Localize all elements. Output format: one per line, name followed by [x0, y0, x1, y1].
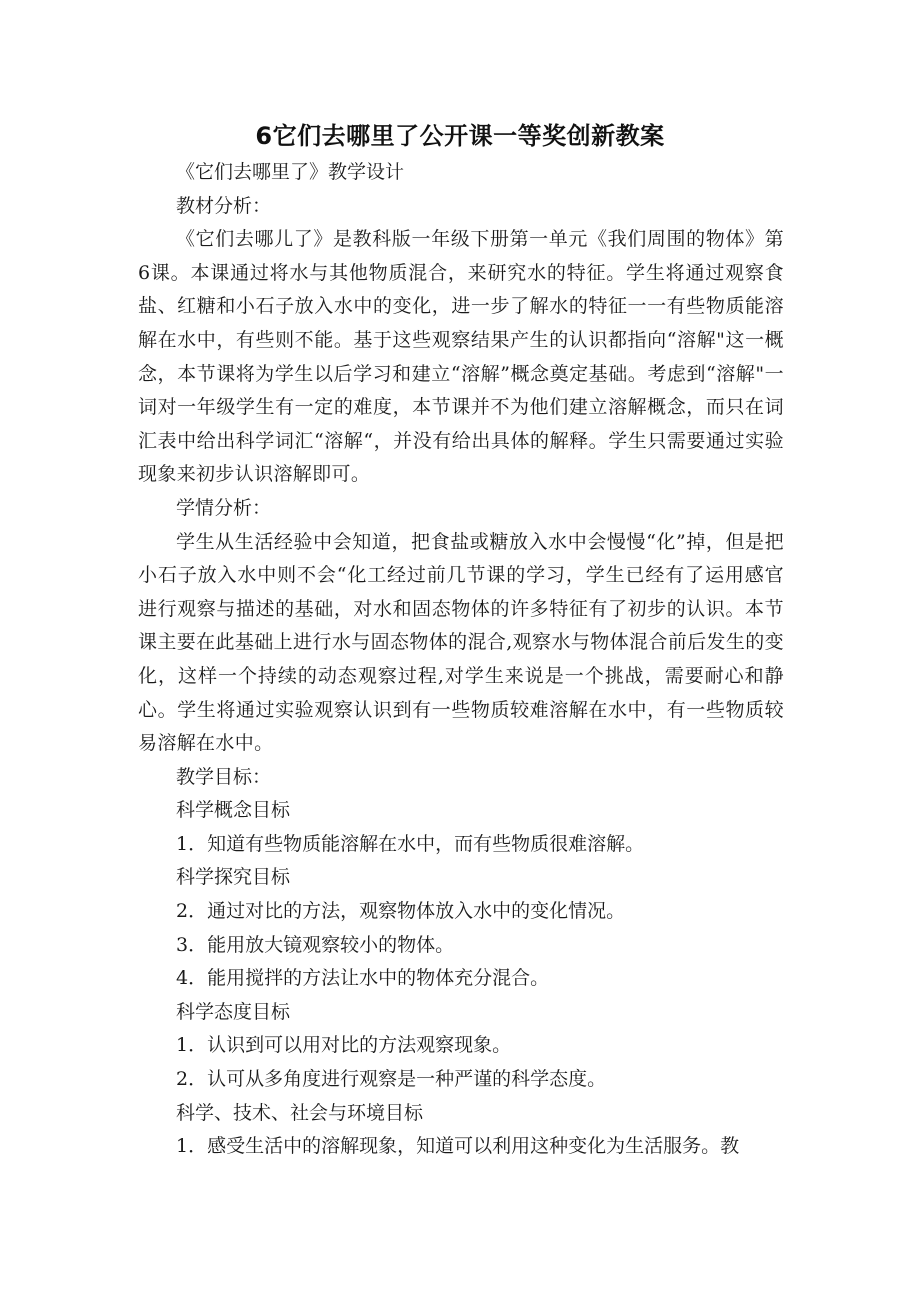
goal-item: 4．能用搅拌的方法让水中的物体充分混合。 [176, 967, 550, 990]
document-subtitle: 《它们去哪里了》教学设计 [176, 161, 405, 183]
student-analysis-heading: 学情分析： [176, 496, 272, 519]
inquiry-goal-heading: 科学探究目标 [176, 866, 291, 889]
student-analysis-paragraph: 学生从生活经验中会知道，把食盐或糖放入水中会慢慢“化”掉，但是把小石子放入水中则不会“化工经过前几节课的学习，学生已经有了运用感官进行观察与描述的基础，对水和固态物体的许多特征有了初步的认识。本节课主要在此基础上进行水与固态物体的混合,观察水与物体混合前后发生的变化，这样一个持续的动态观察过程,对学生来说是一个挑战，需要耐心和静心。学生将通过实验观察认识到有一些物质较难溶解在水中，有一些物质较易溶解在水中。 [138, 530, 784, 755]
teaching-goals-heading: 教学目标： [176, 765, 272, 788]
goal-item: 3．能用放大镜观察较小的物体。 [176, 933, 455, 956]
goal-item: 2．通过对比的方法，观察物体放入水中的变化情况。 [176, 900, 626, 923]
textbook-analysis-heading: 教材分析： [176, 194, 272, 217]
concept-goal-heading: 科学概念目标 [176, 799, 291, 822]
goal-item: 1．知道有些物质能溶解在水中，而有些物质很难溶解。 [176, 832, 645, 855]
attitude-goal-heading: 科学态度目标 [176, 1000, 291, 1023]
goal-item: 1．认识到可以用对比的方法观察现象。 [176, 1034, 512, 1057]
document-title: 6它们去哪里了公开课一等奖创新教案 [255, 122, 665, 150]
textbook-analysis-paragraph: 《它们去哪儿了》是教科版一年级下册第一单元《我们周围的物体》第6课。本课通过将水与其他物质混合，来研究水的特征。学生将通过观察食盐、红糖和小石子放入水中的变化，进一步了解水的特征一一有些物质能溶解在水中，有些则不能。基于这些观察结果产生的认识都指向“溶解"这一概念，本节课将为学生以后学习和建立“溶解”概念奠定基础。考虑到“溶解"一词对一年级学生有一定的难度，本节课并不为他们建立溶解概念，而只在词汇表中给出科学词汇“溶解“，并没有给出具体的解释。学生只需要通过实验现象来初步认识溶解即可。 [138, 228, 784, 486]
goal-item: 1．感受生活中的溶解现象，知道可以利用这种变化为生活服务。教 [176, 1135, 740, 1158]
stse-goal-heading: 科学、技术、社会与环境目标 [176, 1101, 424, 1124]
goal-item: 2．认可从多角度进行观察是一种严谨的科学态度。 [176, 1068, 607, 1091]
document-body [138, 156, 784, 1164]
